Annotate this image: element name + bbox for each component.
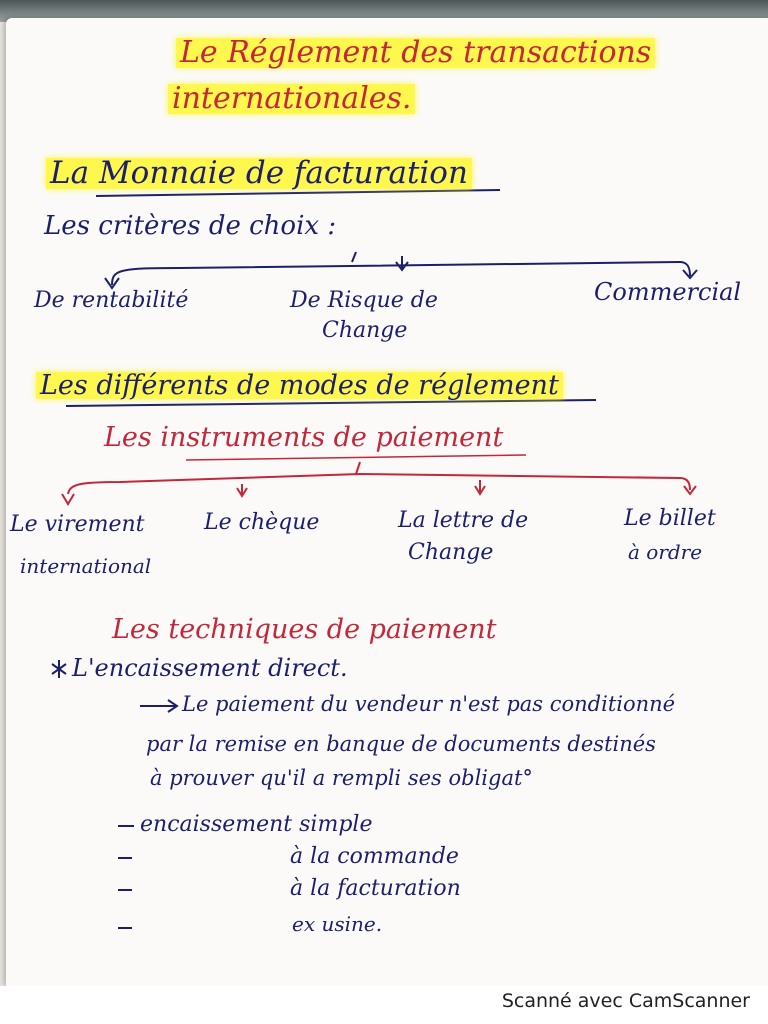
instrument-cheque: Le chèque xyxy=(204,510,320,535)
list-item-facturation: à la facturation xyxy=(290,876,461,901)
heading-instruments: Les instruments de paiement xyxy=(104,422,504,453)
page-title-line1: Le Réglement des transactions xyxy=(176,38,655,68)
branch-commercial: Commercial xyxy=(594,278,742,306)
criteres-label: Les critères de choix : xyxy=(44,211,337,241)
list-item-encaissement-simple: encaissement simple xyxy=(140,812,373,837)
instrument-billet-line1: Le billet xyxy=(624,506,716,531)
instrument-lettre-line1: La lettre de xyxy=(398,508,529,533)
page-title-line2: internationales. xyxy=(168,84,415,114)
heading-techniques: Les techniques de paiement xyxy=(112,614,497,645)
heading-modes: Les différents de modes de réglement xyxy=(36,372,563,399)
technique-desc-line2: par la remise en banque de documents destinés xyxy=(146,732,656,756)
technique-desc-line3: à prouver qu'il a rempli ses obligat° xyxy=(150,766,533,790)
list-item-commande: à la commande xyxy=(290,844,459,869)
camscanner-watermark: Scanné avec CamScanner xyxy=(501,990,750,1012)
instrument-virement-line1: Le virement xyxy=(10,512,145,537)
instrument-lettre-line2: Change xyxy=(408,540,494,565)
instrument-virement-line2: international xyxy=(20,554,152,578)
branch-rentabilite: De rentabilité xyxy=(34,288,189,313)
heading-monnaie: La Monnaie de facturation xyxy=(46,158,472,189)
list-item-ex-usine: ex usine. xyxy=(292,912,383,936)
instrument-billet-line2: à ordre xyxy=(628,540,703,564)
branch-risque-line2: Change xyxy=(322,318,408,343)
branch-risque-line1: De Risque de xyxy=(290,288,438,313)
technique-desc-line1: Le paiement du vendeur n'est pas conditionné xyxy=(182,692,676,716)
technique-bullet: L'encaissement direct. xyxy=(72,654,348,682)
